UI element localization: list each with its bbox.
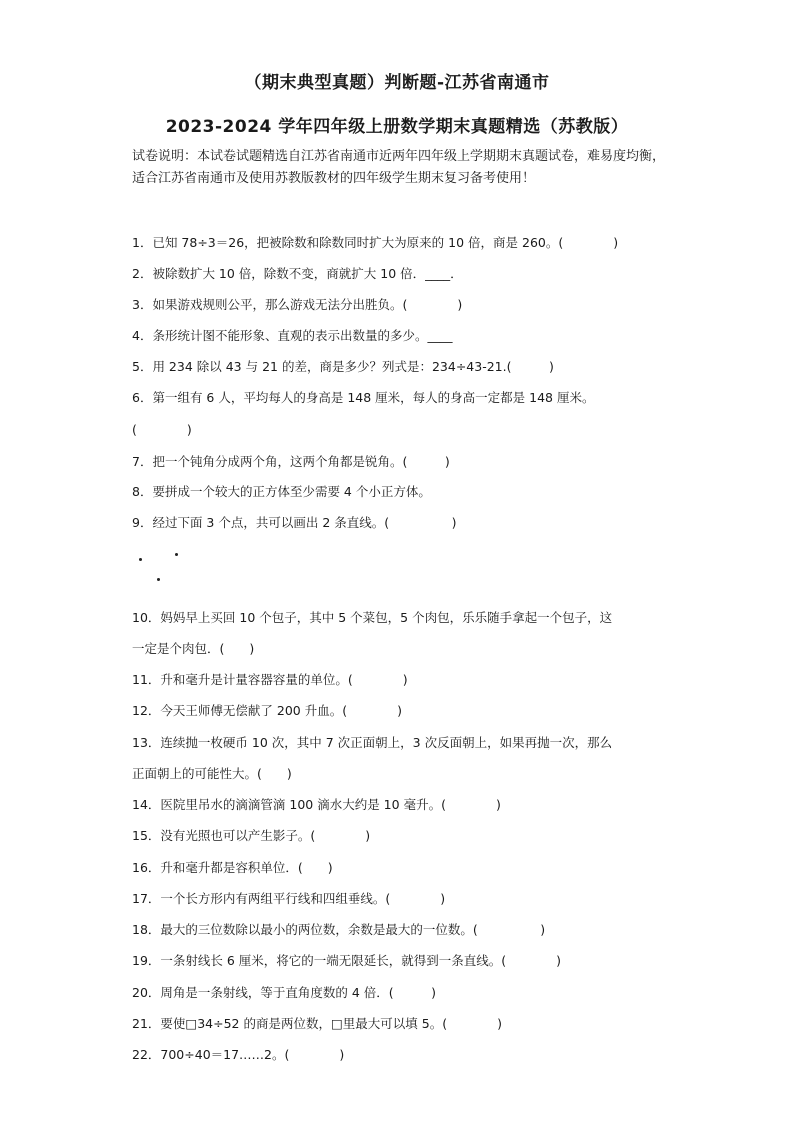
question-7: 7．把一个钝角分成两个角，这两个角都是锐角。( ) — [132, 454, 450, 469]
question-22: 22．700÷40＝17……2。( ) — [132, 1047, 345, 1062]
document-subtitle: 2023-2024 学年四年级上册数学期末真题精选（苏教版） — [165, 117, 629, 137]
diagram-point-a — [139, 558, 142, 561]
question-2: 2．被除数扩大 10 倍，除数不变，商就扩大 10 倍．____． — [132, 266, 463, 281]
question-13-cont: 正面朝上的可能性大。( ) — [132, 766, 292, 781]
question-6-cont: ( ) — [132, 422, 192, 437]
question-6: 6．第一组有 6 人，平均每人的身高是 148 厘米，每人的身高一定都是 148 厘米。 — [132, 390, 595, 405]
question-18: 18．最大的三位数除以最小的两位数，余数是最大的一位数。( ) — [132, 922, 546, 937]
question-1: 1．已知 78÷3＝26，把被除数和除数同时扩大为原来的 10 倍，商是 260。( ) — [132, 235, 619, 250]
question-11: 11．升和毫升是计量容器容量的单位。( ) — [132, 672, 408, 687]
question-8: 8．要拼成一个较大的正方体至少需要 4 个小正方体。 — [132, 484, 431, 499]
question-10: 10．妈妈早上买回 10 个包子，其中 5 个菜包，5 个肉包，乐乐随手拿起一个包子，这 — [132, 610, 613, 625]
question-19: 19．一条射线长 6 厘米，将它的一端无限延长，就得到一条直线。( ) — [132, 953, 562, 968]
question-13: 13．连续抛一枚硬币 10 次，其中 7 次正面朝上，3 次反面朝上，如果再抛一次，那么 — [132, 735, 613, 750]
question-20: 20．周角是一条射线，等于直角度数的 4 倍．( ) — [132, 985, 437, 1000]
question-9: 9．经过下面 3 个点，共可以画出 2 条直线。( ) — [132, 515, 457, 530]
question-14: 14．医院里吊水的滴滴管滴 100 滴水大约是 10 毫升。( ) — [132, 797, 501, 812]
question-10-cont: 一定是个肉包．( ) — [132, 641, 255, 656]
question-17: 17．一个长方形内有两组平行线和四组垂线。( ) — [132, 891, 446, 906]
question-5: 5．用 234 除以 43 与 21 的差，商是多少？列式是：234÷43-21.( ) — [132, 359, 554, 374]
question-16: 16．升和毫升都是容积单位．( ) — [132, 860, 333, 875]
exam-description: 试卷说明：本试卷试题精选自江苏省南通市近两年四年级上学期期末真题试卷，难易度均衡，适合江苏省南通市及使用苏教版教材的四年级学生期末复习备考使用！ — [132, 149, 666, 186]
question-12: 12．今天王师傅无偿献了 200 升血。( ) — [132, 703, 402, 718]
question-4: 4．条形统计图不能形象、直观的表示出数量的多少。____ — [132, 328, 453, 343]
diagram-point-c — [157, 578, 160, 581]
diagram-point-b — [175, 553, 178, 556]
document-title: （期末典型真题）判断题-江苏省南通市 — [244, 73, 550, 93]
question-21: 21．要使□34÷52 的商是两位数，□里最大可以填 5。( ) — [132, 1016, 502, 1031]
question-15: 15．没有光照也可以产生影子。( ) — [132, 828, 371, 843]
question-3: 3．如果游戏规则公平，那么游戏无法分出胜负。( ) — [132, 297, 463, 312]
